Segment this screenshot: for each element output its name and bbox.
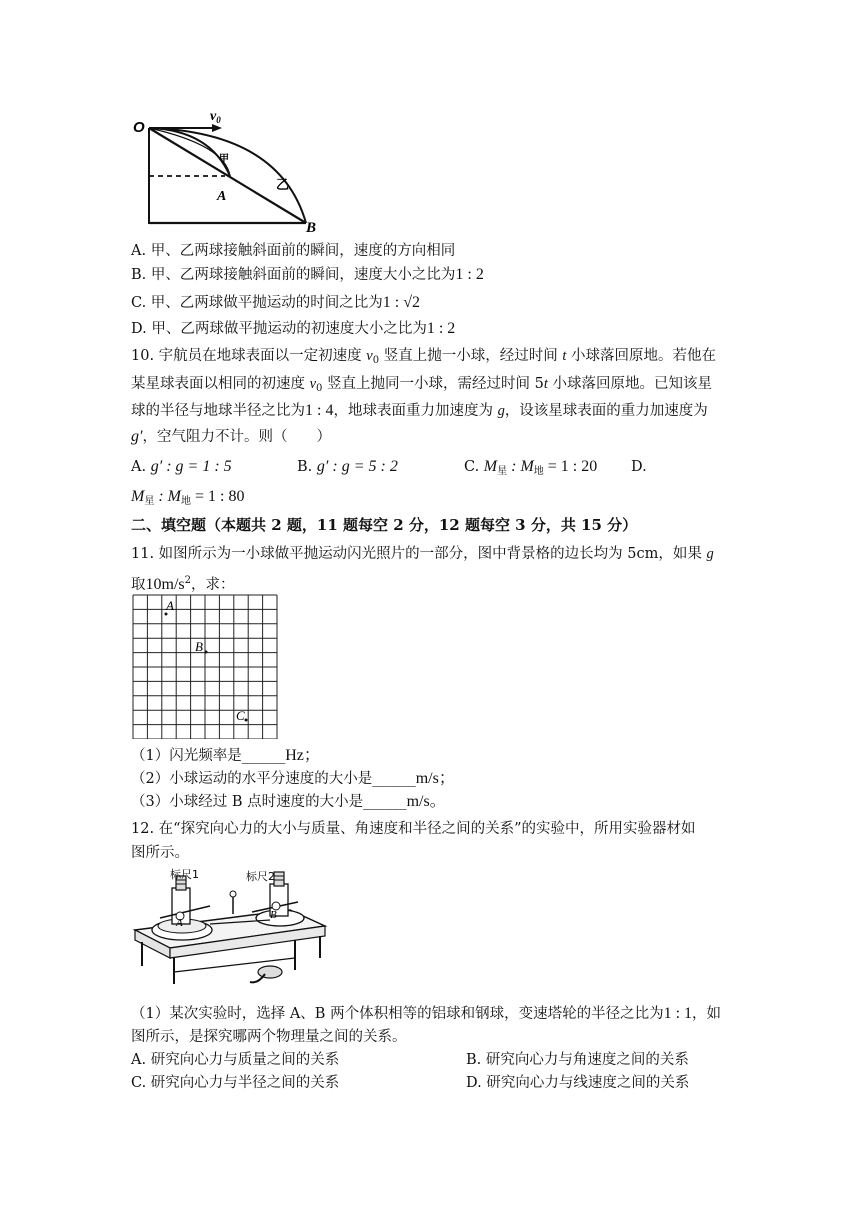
q11-blank-1: （1）闪光频率是______Hz； (131, 747, 320, 764)
q12-line-1: 12. 在“探究向心力的大小与质量、角速度和半径之间的关系”的实验中，所用实验器材如 (131, 821, 696, 837)
label-o: O (133, 119, 145, 136)
q9-option-c: C. 甲、乙两球做平抛运动的时间之比为1 : √2 (131, 294, 421, 311)
projectile-incline-figure (130, 100, 330, 235)
label-b: B (306, 220, 317, 235)
flash-grid-figure (132, 594, 282, 739)
q11-blank-2: （2）小球运动的水平分速度的大小是______m/s； (131, 770, 455, 787)
label-a: A (217, 189, 227, 204)
q10-line-2: 某星球表面以相同的初速度 $v_0$ 竖直上抛同一小球，需经过时间 5t 小球落回原地。已知该星 (131, 376, 713, 394)
q12-line-2: 图所示。 (131, 845, 189, 861)
label-ruler1: 标尺1 (170, 868, 199, 881)
centripetal-apparatus-figure (130, 866, 330, 994)
q12-option-a: A. 研究向心力与质量之间的关系 (131, 1052, 340, 1068)
q10-option-d-label: D. (631, 459, 647, 475)
label-ball-b: B (270, 909, 277, 921)
label-grid-a: A (166, 598, 174, 613)
label-yi: 乙 (276, 178, 290, 193)
label-ruler2: 标尺2 (246, 870, 275, 883)
section-title: 二、填空题（本题共 2 题，11 题每空 2 分，12 题每空 3 分，共 15 分） (131, 516, 638, 534)
q10-option-b: B. g′ : g = 5 : 2 (297, 458, 398, 475)
label-grid-c: C (236, 708, 245, 723)
q10-option-d: $M_星$ : $M_地 = 1$ : 80 (131, 488, 245, 507)
q12-sub1-line-2: 图所示，是探究哪两个物理量之间的关系。 (131, 1029, 407, 1045)
q10-line-3: 球的半径与地球半径之比为1 : 4，地球表面重力加速度为 g，设该星球表面的重力加速度为 (131, 402, 708, 419)
label-jia: 甲 (219, 154, 229, 165)
label-grid-b: B (195, 639, 203, 654)
q12-option-d: D. 研究向心力与线速度之间的关系 (466, 1075, 690, 1091)
q10-option-a: A. g′ : g = 1 : 5 (131, 458, 232, 475)
point-c (245, 719, 248, 722)
q10-option-c: C. $M_星$ : $M_地 = 1$ : 20 (464, 458, 598, 477)
q11-line-1: 11. 如图所示为一小球做平抛运动闪光照片的一部分，图中背景格的边长均为 5cm，如果 g (131, 546, 714, 562)
label-v0: $v_0$ (210, 109, 221, 125)
label-ball-a: A (176, 917, 183, 929)
q11-line-2: 取$10m/s^2$，求： (131, 575, 235, 593)
q12-sub1-line-1: （1）某次实验时，选择 A、B 两个体积相等的铝球和钢球，变速塔轮的半径之比为1 : 1，如 (131, 1005, 722, 1022)
q12-option-b: B. 研究向心力与角速度之间的关系 (466, 1052, 689, 1068)
q9-option-d: D. 甲、乙两球做平抛运动的初速度大小之比为1 : 2 (131, 320, 456, 337)
q10-line-1: 10. 宇航员在地球表面以一定初速度 $v_0$ 竖直上抛一小球，经过时间 t 小球落回原地。若他在 (131, 348, 716, 366)
q10-line-4: g′，空气阻力不计。则（ ） (131, 428, 331, 445)
q9-option-b: B. 甲、乙两球接触斜面前的瞬间，速度大小之比为1 : 2 (131, 266, 484, 283)
point-b (205, 651, 208, 654)
q11-blank-3: （3）小球经过 B 点时速度的大小是______m/s。 (131, 793, 446, 810)
q9-option-a: A. 甲、乙两球接触斜面前的瞬间，速度的方向相同 (131, 243, 456, 259)
q12-option-c: C. 研究向心力与半径之间的关系 (131, 1075, 340, 1091)
